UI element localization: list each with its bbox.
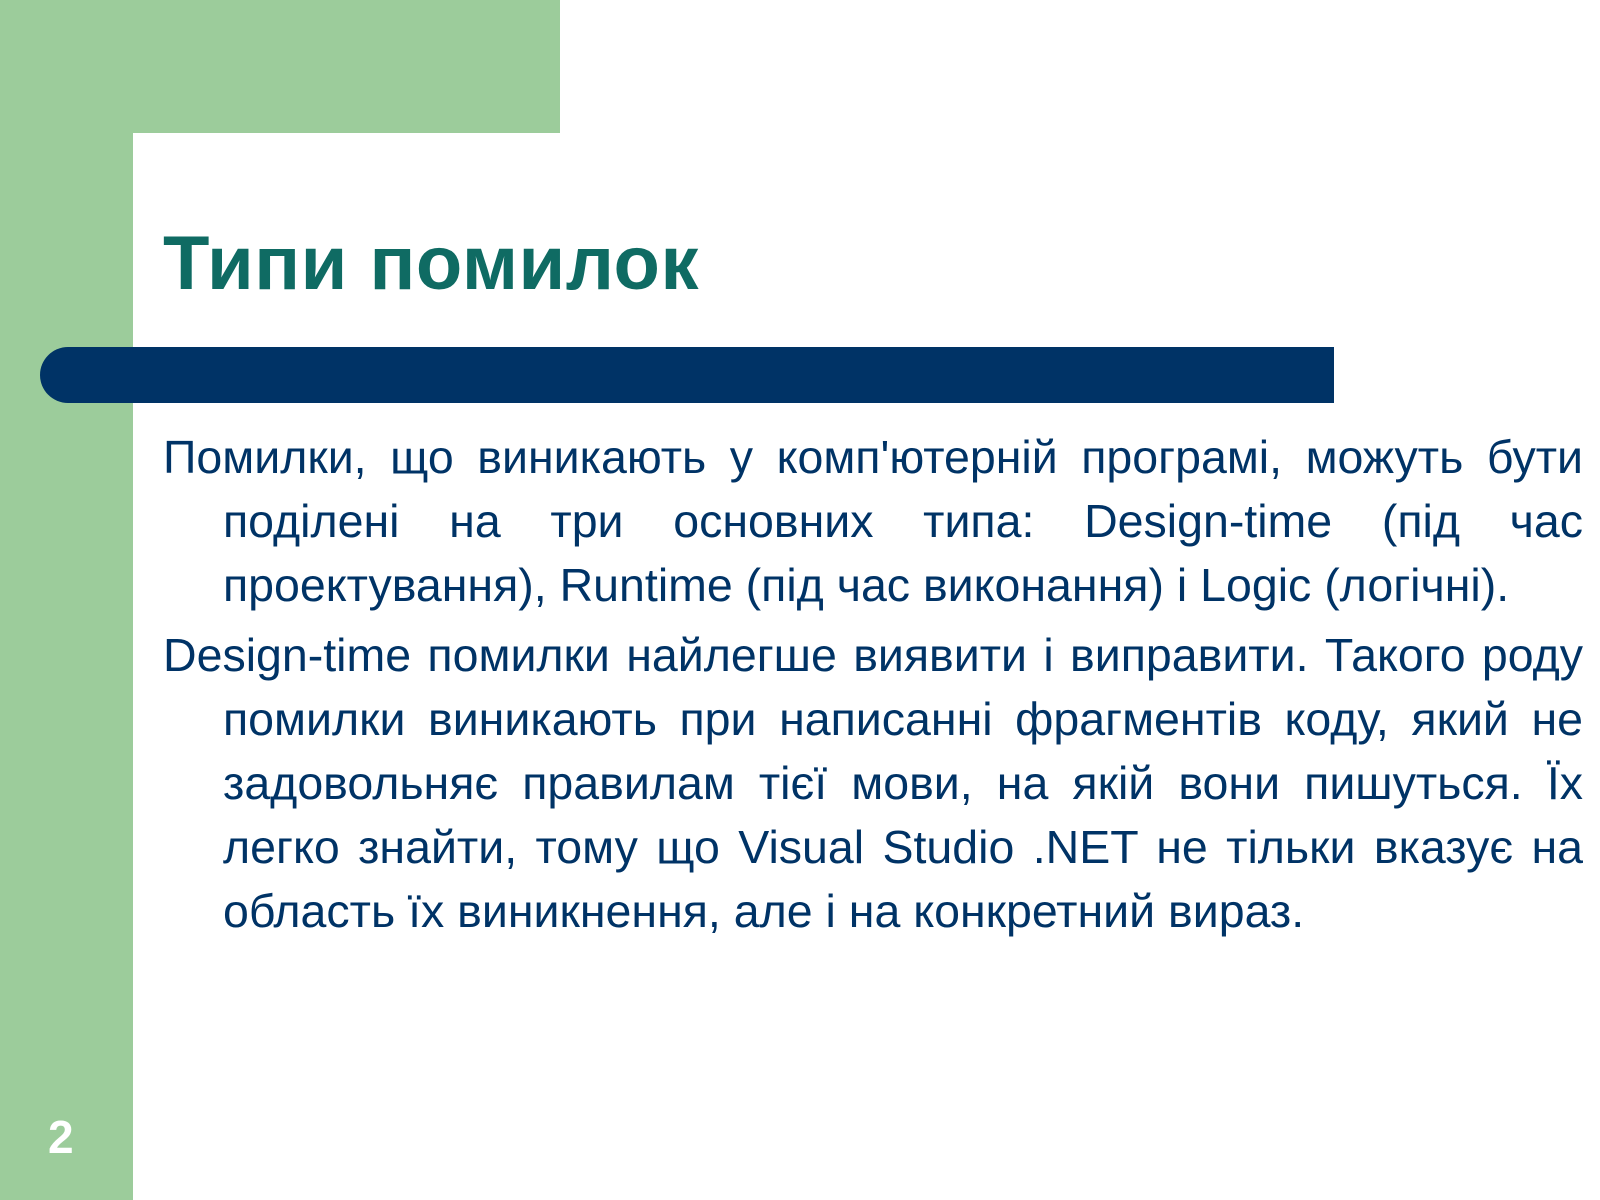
body-paragraph-1: Помилки, що виникають у комп'ютерній програмі, можуть бути поділені на три основних типа: Design-time (під час проектування), Runtime (під час виконання) і Logic (логічні). — [163, 431, 1583, 611]
slide-number: 2 — [48, 1111, 74, 1163]
title-divider-bar — [40, 347, 1334, 403]
body-paragraph-2: Design-time помилки найлегше виявити і виправити. Такого роду помилки виникають при написанні фрагментів коду, який не задовольняє правилам тієї мови, на якій вони пишуться. Їх легко знайти, тому що Visual Studio .NET не тільки вказує на область їх виникнення, але і на конкретний вираз. — [163, 629, 1583, 937]
slide-title: Типи помилок — [163, 221, 699, 306]
decorative-left-band — [0, 0, 133, 1200]
slide-body — [163, 425, 1583, 949]
